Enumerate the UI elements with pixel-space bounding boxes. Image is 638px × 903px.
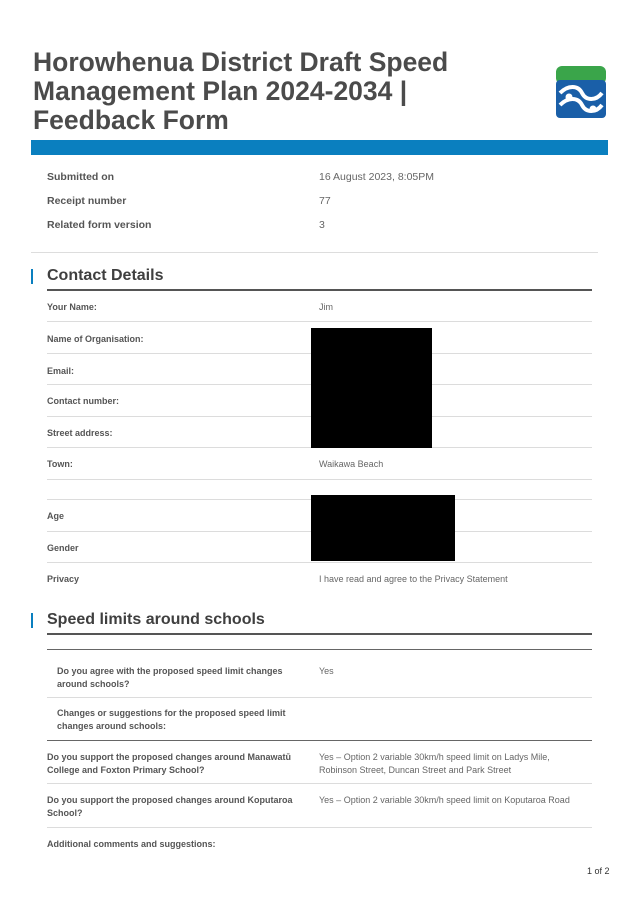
answer-value: Yes – Option 2 variable 30km/h speed limit on Koputaroa Road [319, 795, 570, 805]
question-row-schools-suggestions [47, 698, 592, 741]
field-label: Email: [47, 366, 75, 376]
section-rule [47, 633, 592, 635]
field-row-name [47, 291, 592, 322]
field-label: Town: [47, 459, 73, 469]
section-heading-schools: Speed limits around schools [47, 611, 265, 628]
question-label: Do you agree with the proposed speed limit changes around schools? [57, 666, 283, 689]
field-value: Waikawa Beach [319, 459, 384, 469]
meta-label: Related form version [47, 219, 152, 231]
header-banner [31, 140, 608, 155]
divider [31, 252, 598, 253]
field-value: Jim [319, 302, 333, 312]
meta-value: 77 [319, 195, 331, 207]
field-label: Age [47, 511, 65, 521]
form-title: Horowhenua District Draft Speed Management Plan 2024-2034 | Feedback Form [33, 47, 449, 135]
page-number: 1 of 2 [587, 866, 610, 876]
redaction-box [311, 328, 432, 448]
question-row-koputaroa [47, 784, 592, 828]
meta-row-receipt [47, 190, 599, 214]
meta-value: 3 [319, 219, 325, 231]
field-row-privacy [47, 563, 592, 593]
field-value: I have read and agree to the Privacy Statement [319, 574, 508, 584]
answer-value: Yes [319, 666, 334, 676]
meta-row-form-version [47, 214, 599, 238]
meta-label: Receipt number [47, 195, 127, 207]
field-label: Name of Organisation: [47, 334, 144, 344]
question-row-manawatu-college [47, 741, 592, 784]
question-label: Additional comments and suggestions: [47, 839, 216, 849]
council-wave-logo-icon [556, 66, 606, 118]
question-label: Do you support the proposed changes around Koputaroa School? [47, 795, 293, 818]
field-label: Contact number: [47, 396, 119, 406]
answer-value: Yes – Option 2 variable 30km/h speed limit on Ladys Mile, Robinson Street, Duncan Street and Park Street [319, 752, 550, 775]
meta-value: 16 August 2023, 8:05PM [319, 171, 435, 183]
section-marker [31, 613, 33, 628]
redaction-box [311, 495, 455, 561]
field-label: Gender [47, 543, 79, 553]
section-heading-contact: Contact Details [47, 267, 164, 284]
field-label: Privacy [47, 574, 80, 584]
schools-questions-list [47, 650, 592, 854]
question-row-schools-agree [47, 650, 592, 698]
field-label: Your Name: [47, 302, 97, 312]
field-row-town [47, 448, 592, 480]
question-label: Do you support the proposed changes around Manawatū College and Foxton Primary School? [47, 752, 292, 775]
submission-details [47, 166, 599, 238]
field-label: Street address: [47, 428, 113, 438]
meta-label: Submitted on [47, 171, 115, 183]
section-marker [31, 269, 33, 284]
question-label: Changes or suggestions for the proposed speed limit changes around schools: [57, 708, 286, 731]
meta-row-submitted [47, 166, 599, 190]
question-row-additional-comments [47, 828, 592, 854]
